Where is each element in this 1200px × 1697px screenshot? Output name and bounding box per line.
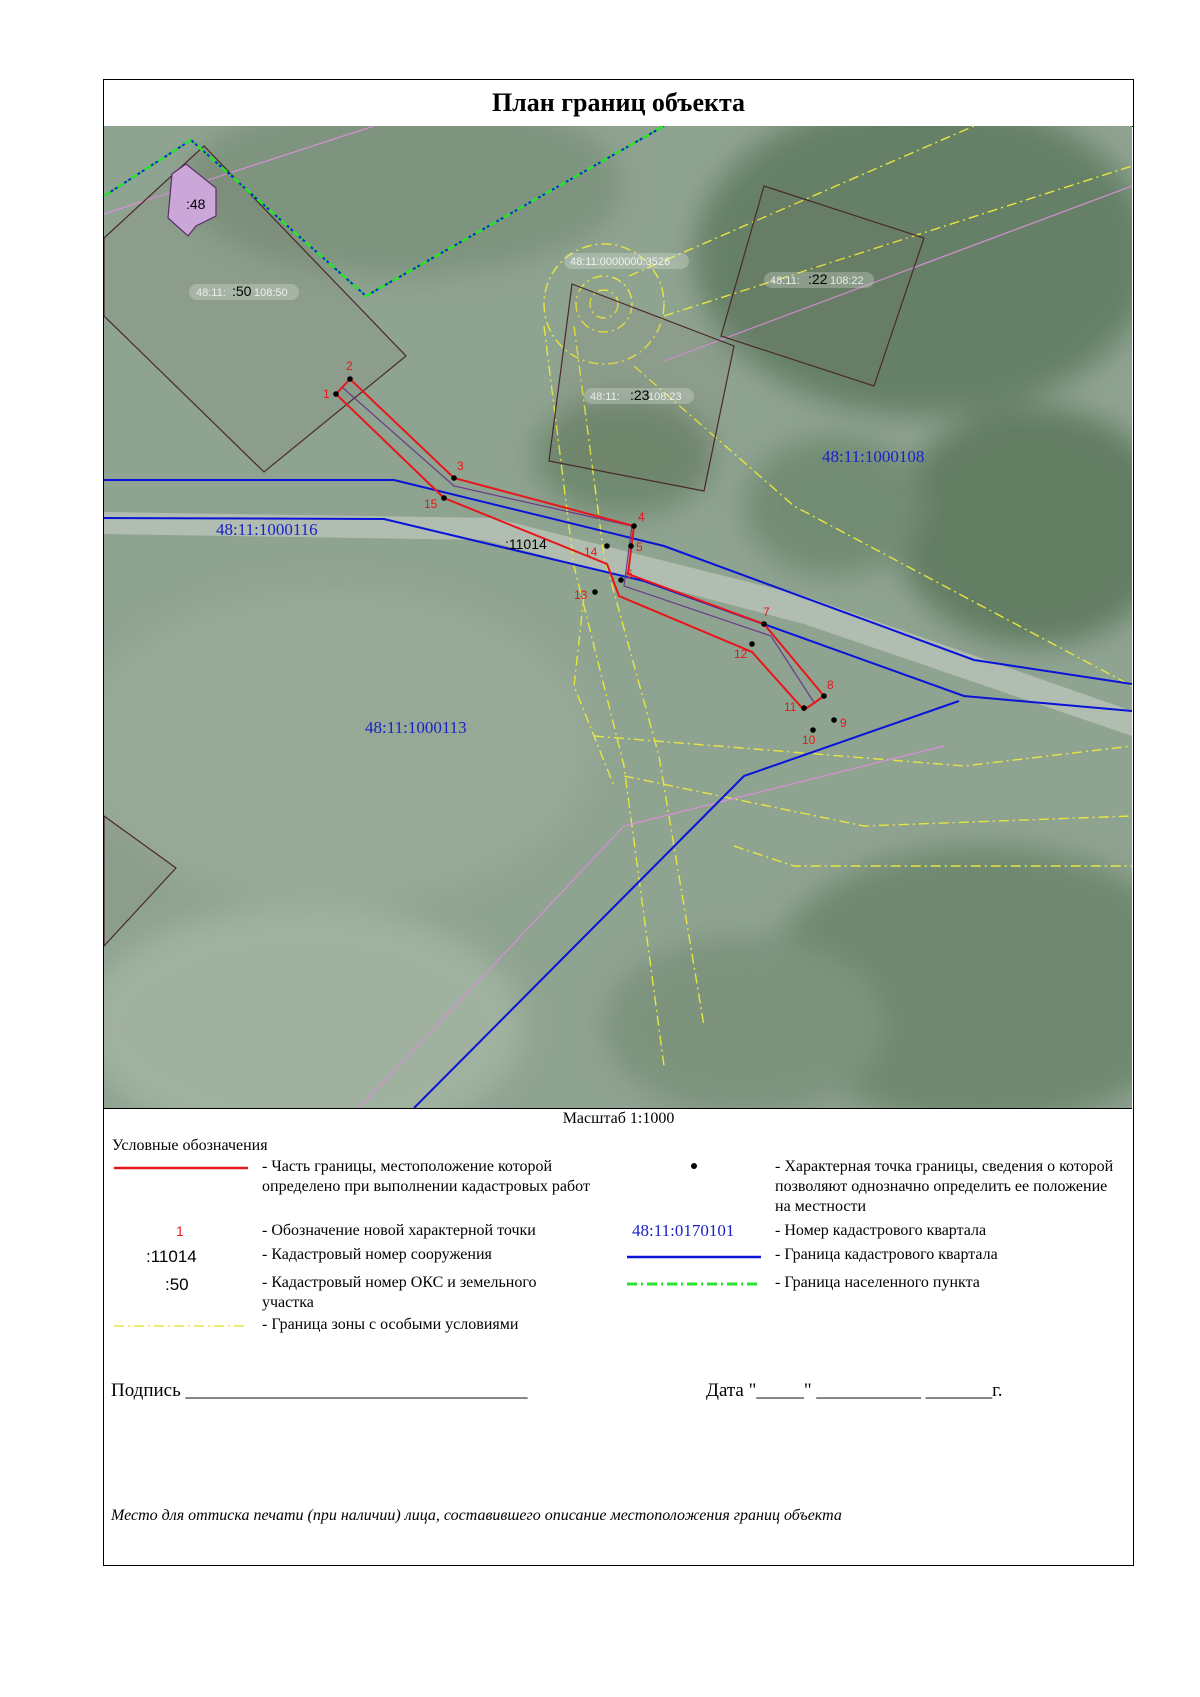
point-label: 1 bbox=[323, 387, 330, 401]
legend-structure-symbol: :11014 bbox=[146, 1247, 197, 1266]
point-label: 6 bbox=[626, 567, 633, 581]
legend-quarter-boundary-text: - Граница кадастрового квартала bbox=[775, 1246, 998, 1263]
point-label: 4 bbox=[638, 510, 645, 524]
legend-quarter-symbol: 48:11:0170101 bbox=[632, 1221, 735, 1240]
faded-label: 48:11: bbox=[590, 391, 620, 403]
legend-quarter-text: - Номер кадастрового квартала bbox=[775, 1222, 987, 1239]
legend-oks-text: - Кадастровый номер ОКС и земельного участка bbox=[262, 1274, 537, 1311]
parcel-label-22: :22 bbox=[808, 271, 828, 287]
parcel-label-23: :23 bbox=[630, 387, 650, 403]
legend-new-point-text: - Обозначение новой характерной точки bbox=[262, 1222, 536, 1239]
faded-label: 108:23 bbox=[648, 391, 682, 403]
plan-frame bbox=[103, 79, 1134, 1566]
faded-label: 48:11: bbox=[770, 275, 800, 287]
faded-label: 48:11:0000000:3526 bbox=[570, 256, 671, 268]
legend-quarter-line bbox=[627, 1255, 761, 1259]
point-label: 14 bbox=[584, 545, 598, 559]
legend-settlement-line bbox=[627, 1282, 761, 1286]
map-scale: Масштаб 1:1000 bbox=[562, 1110, 675, 1127]
stamp-note: Место для оттиска печати (при наличии) лица, составившего описание местоположения границ объекта bbox=[111, 1507, 842, 1524]
parcel-label-50: :50 bbox=[232, 283, 252, 299]
quarter-label-116: 48:11:1000116 bbox=[216, 520, 318, 539]
faded-label: 108:50 bbox=[254, 287, 288, 299]
signature-field: Подпись ____________________________________ bbox=[111, 1380, 528, 1401]
legend-black-point bbox=[690, 1162, 698, 1170]
legend-zone-text: - Граница зоны с особыми условиями bbox=[262, 1316, 519, 1333]
point-label: 10 bbox=[802, 733, 816, 747]
point-label: 5 bbox=[636, 540, 643, 554]
quarter-label-113: 48:11:1000113 bbox=[365, 718, 467, 737]
legend-settlement-text: - Граница населенного пункта bbox=[775, 1274, 980, 1291]
point-label: 7 bbox=[763, 605, 770, 619]
map-canvas bbox=[104, 126, 1132, 1108]
faded-label: 108:22 bbox=[830, 275, 864, 287]
legend-zone-line bbox=[114, 1324, 248, 1328]
point-label: 2 bbox=[346, 359, 353, 373]
parcel-label-48: :48 bbox=[186, 196, 206, 212]
point-label: 13 bbox=[574, 588, 588, 602]
legend-new-point-symbol: 1 bbox=[176, 1223, 184, 1239]
legend-black-point-text: - Характерная точка границы, сведения о которой позволяют однозначно определить ее положение на местности bbox=[775, 1158, 1114, 1215]
quarter-label-108: 48:11:1000108 bbox=[822, 447, 925, 466]
point-label: 3 bbox=[457, 459, 464, 473]
structure-label: :11014 bbox=[505, 536, 547, 552]
point-label: 15 bbox=[424, 497, 438, 511]
date-field: Дата "_____" ___________ _______г. bbox=[706, 1380, 1003, 1401]
legend-structure-text: - Кадастровый номер сооружения bbox=[262, 1246, 492, 1263]
legend-title: Условные обозначения bbox=[112, 1137, 268, 1154]
point-label: 11 bbox=[784, 700, 797, 714]
point-label: 9 bbox=[840, 716, 847, 730]
point-label: 8 bbox=[827, 678, 834, 692]
legend-red-line bbox=[114, 1166, 248, 1170]
faded-label: 48:11: bbox=[196, 287, 226, 299]
point-label: 12 bbox=[734, 647, 748, 661]
legend-oks-symbol: :50 bbox=[165, 1275, 189, 1294]
legend-red-line-text: - Часть границы, местоположение которой определено при выполнении кадастровых работ bbox=[262, 1158, 590, 1195]
page-title: План границ объекта bbox=[104, 80, 1133, 127]
map-view bbox=[104, 126, 1132, 1109]
